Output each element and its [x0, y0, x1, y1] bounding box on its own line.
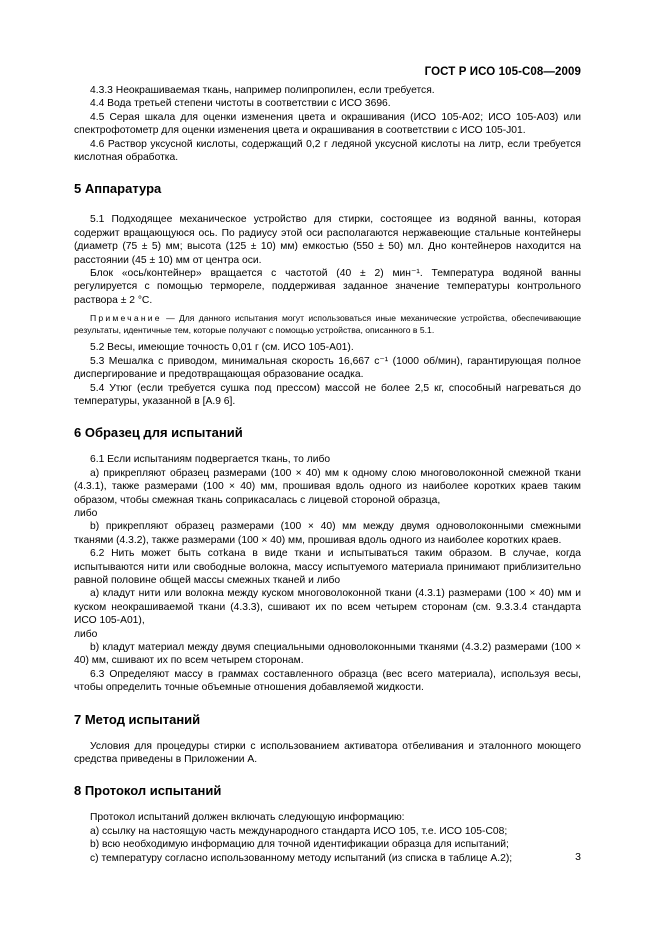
paragraph-6-2-a: а) кладут нити или волокна между куском многоволоконной ткани (4.3.1) размерами (100 × 40) мм и куском неокрашиваемой ткани (4.3.3), сшивают их по всем четырем сторонам (см. 9.3.3.4 стандарта ИСО 105-А01),: [74, 588, 581, 627]
paragraph-5-4: 5.4 Утюг (если требуется сушка под прессом) массой не более 2,5 кг, способный нагреваться до температуры, указанной в [А.9 6].: [74, 382, 581, 407]
paragraph-4-4: 4.4 Вода третьей степени чистоты в соответствии с ИСО 3696.: [90, 98, 391, 110]
section-8: [74, 811, 581, 865]
note-5-1: [74, 312, 581, 336]
section-8-heading: 8 Протокол испытаний: [74, 783, 222, 799]
word-or: либо: [74, 507, 98, 519]
document-code: ГОСТ Р ИСО 105-С08—2009: [424, 66, 581, 78]
section-7: [74, 740, 581, 767]
paragraph-5-2: 5.2 Весы, имеющие точность 0,01 г (см. ИСО 105-А01).: [90, 342, 354, 354]
paragraph-6-2-b: b) кладут материал между двумя специальными одноволоконными тканями (4.3.2) размерами (100 × 40) мм, сшивают их по всем четырем сторонам.: [74, 642, 581, 667]
section-4-continued: [74, 84, 581, 164]
section-6-heading: 6 Образец для испытаний: [74, 425, 243, 441]
paragraph-6-1: 6.1 Если испытаниям подвергается ткань, то либо: [90, 454, 331, 466]
note-text: — Для данного испытания могут использоваться иные механические устройства, обеспечивающие результаты, идентичные тем, которые получают с помощью устройства, описанного в 5.1.: [74, 313, 581, 336]
paragraph-6-3: 6.3 Определяют массу в граммах составленного образца (вес всего материала), используя весы, чтобы определить точные объемные отношения добавляемой жидкости.: [74, 668, 581, 694]
paragraph-4-6: 4.6 Раствор уксусной кислоты, содержащий 0,2 г ледяной уксусной кислоты на литр, если требуется кислотная обработка.: [74, 138, 581, 164]
paragraph-5-1: 5.1 Подходящее механическое устройство для стирки, состоящее из водяной ванны, которая содержит вращающуюся ось. По радиусу этой оси располагаются нержавеющие стальные контейнеры (диаметр (75 ± 5) мм; высота (125 ± 10) мм) емкостью (550 ± 50) мл. Дно контейнеров находится на расстоянии (45 ± 10) мм от центра оси.: [74, 214, 581, 266]
paragraph-6-1-b: b) прикрепляют образец размерами (100 × 40) мм между двумя одноволоконными смежными тканями (4.3.2), также размерами (100 × 40) мм, прошивая вдоль одного из наиболее коротких краев.: [74, 521, 581, 546]
paragraph-8-c: с) температуру согласно использованному методу испытаний (из списка в таблице А.2);: [90, 852, 513, 864]
section-5-heading: 5 Аппаратура: [74, 181, 162, 197]
note-label: Примечание: [90, 313, 162, 324]
section-6: [74, 453, 581, 694]
paragraph-8-a: а) ссылку на настоящую часть международного стандарта ИСО 105, т.е. ИСО 105-С08;: [90, 825, 508, 837]
paragraph-8: Протокол испытаний должен включать следующую информацию:: [90, 812, 405, 824]
paragraph-4-3-3: 4.3.3 Неокрашиваемая ткань, например полипропилен, если требуется.: [90, 85, 435, 96]
paragraph-5-3: 5.3 Мешалка с приводом, минимальная скорость 16,667 с⁻¹ (1000 об/мин), гарантирующая полное диспергирование и предотвращающая образование осадка.: [74, 355, 581, 381]
paragraph-6-1-a: а) прикрепляют образец размерами (100 × 40) мм к одному слою многоволоконной смежной ткани (4.3.1), также размерами (100 × 40) мм, прошивая вдоль одного из наиболее коротких краев таким образом, чтобы смежная ткань соприкасалась с лицевой стороной образца,: [74, 467, 581, 506]
section-7-heading: 7 Метод испытаний: [74, 711, 201, 727]
paragraph-6-2: 6.2 Нить может быть сотkана в виде ткани и испытываться таким образом. В случае, когда испытываются нити или свободные волокна, массу испытуемого материала принимают приблизительно равной половине общей массы смежных тканей и либо: [74, 548, 581, 586]
paragraph-4-5: 4.5 Серая шкала для оценки изменения цвета и окрашивания (ИСО 105-А02; ИСО 105-А03) или спектрофотометр для оценки изменения цвета и окрашивания в соответствии с ИСО 105-J01.: [74, 111, 581, 137]
page-number: 3: [575, 851, 581, 863]
paragraph-8-b: b) всю необходимую информацию для точной идентификации образца для испытаний;: [90, 839, 509, 851]
paragraph-7: Условия для процедуры стирки с использованием активатора отбеливания и эталонного моющего средства приведены в Приложении А.: [74, 740, 581, 766]
word-or: либо: [74, 628, 98, 640]
paragraph-5-1-continued: Блок «ось/контейнер» вращается с частотой (40 ± 2) мин⁻¹. Температура водяной ванны регулируется с помощью термореле, поддерживая заданное значение температуры контрольного раствора ± 2 °С.: [74, 268, 581, 306]
section-5: [74, 213, 581, 408]
page-content: [74, 84, 581, 865]
